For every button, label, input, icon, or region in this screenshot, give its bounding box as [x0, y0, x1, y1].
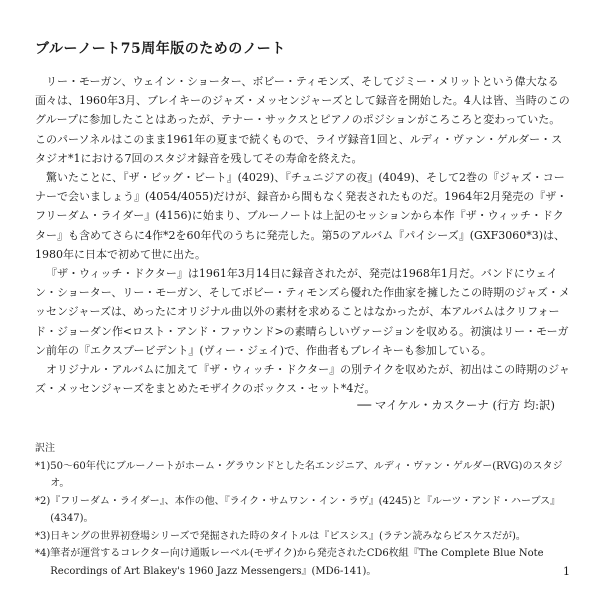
note-text: 日キングの世界初登場シリーズで発掘された時のタイトルは『ピスシス』(ラテン読みならピスケスだが)。	[50, 530, 526, 542]
note-item	[35, 545, 570, 580]
note-text: 『フリーダム・ライダー』、本作の他、『ライク・サムワン・イン・ラヴ』(4245)と『ルーツ・アンド・ハーブス』(4347)。	[50, 495, 561, 524]
document-title: ブルーノート75周年版のためのノート	[35, 41, 286, 57]
note-marker: *2)	[35, 495, 51, 507]
paragraph-2: 驚いたことに、『ザ・ビッグ・ビート』(4029)、『チュニジアの夜』(4049)、そして2巻の『ジャズ・コーナーで会いましょう』(4054/4055)だけが、録音から間もなく発表されたものだ。1964年2月発売の『ザ・フリーダム・ライダー』(4156)に始まり、ブルーノートは上記のセッションから本作『ザ・ウィッチ・ドクター』も含めてさらに4作*2を60年代のうちに発売した。第5のアルバム『パイシーズ』(GXF3060*3)は、1980年に日本で初めて世に出た。	[35, 171, 568, 261]
paragraph-3: 『ザ・ウィッチ・ドクター』は1961年3月14日に録音されたが、発売は1968年1月だ。バンドにウェイン・ショーター、リー・モーガン、そしてボビー・ティモンズら優れた作曲家を擁したこの時期のジャズ・メッセンジャーズは、めったにオリジナル曲以外の素材を求めることはなかったが、本アルバムはクリフォード・ジョーダン作<ロスト・アンド・ファウンド>の素晴らしいヴァージョンを収める。初演はリー・モーガン前年の『エクスプービデント』(ヴィー・ジェイ)で、作曲者もブレイキーも参加している。	[35, 267, 570, 357]
note-item	[35, 493, 570, 528]
notes-heading: 訳注	[35, 443, 55, 454]
note-marker: *4)	[35, 548, 51, 559]
page-number: 1	[563, 565, 570, 578]
body-text	[35, 72, 570, 398]
author-signature: ── マイケル・カスクーナ (行方 均:訳)	[357, 398, 555, 412]
paragraph-1: リー・モーガン、ウェイン・ショーター、ボビー・ティモンズ、そしてジミー・メリットという偉大なる面々は、1960年3月、ブレイキーのジャズ・メッセンジャーズとして録音を開始した。4人は皆、当時のこのグループに参加したことはあったが、テナー・サックスとピアノのポジションがころころと変わっていた。このパーソネルはこのまま1961年の夏まで続くもので、ライヴ録音1回と、ルディ・ヴァン・ゲルダー・スタジオ*1における7回のスタジオ録音を残してその寿命を終えた。	[35, 75, 570, 165]
note-item	[35, 528, 570, 546]
note-marker: *3)	[35, 530, 51, 542]
note-text: 筆者が運営するコレクター向け通販レーベル(モザイク)から発売されたCD6枚組『The Complete Blue Note Recordings of Art Blakey's 1960 Jazz Messengers』(MD6-141)。	[50, 548, 544, 577]
note-marker: *1)	[35, 460, 51, 472]
paragraph-4: オリジナル・アルバムに加えて『ザ・ウィッチ・ドクター』の別テイクを収めたが、初出はこの時期のジャズ・メッセンジャーズをまとめたモザイクのボックス・セット*4だ。	[35, 363, 570, 396]
translator-notes	[35, 440, 570, 580]
note-item	[35, 458, 570, 493]
note-text: 50〜60年代にブルーノートがホーム・グラウンドとした名エンジニア、ルディ・ヴァン・ゲルダー(RVG)のスタジオ。	[50, 460, 563, 489]
